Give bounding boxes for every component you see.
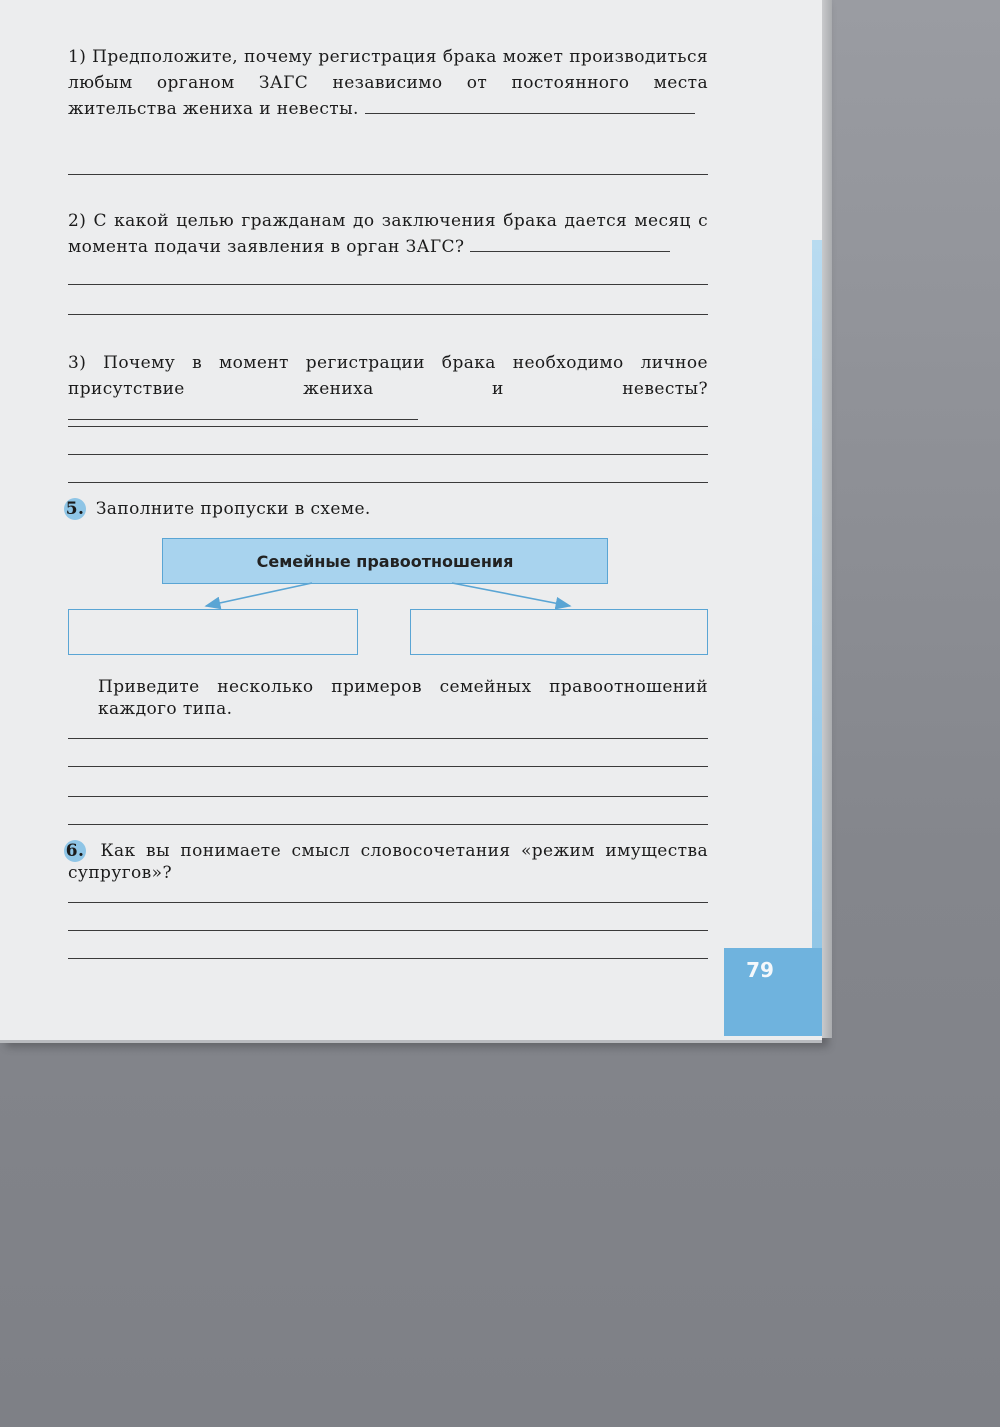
- task-5-followup: [98, 676, 708, 720]
- answer-5-line-2[interactable]: [68, 766, 708, 767]
- answer-6-line-2[interactable]: [68, 930, 708, 931]
- page-edge: [822, 0, 832, 1038]
- question-2-text: [68, 208, 708, 260]
- diagram-right-blank[interactable]: [410, 609, 708, 655]
- answer-3-inline-line[interactable]: [68, 419, 418, 420]
- answer-6-line-3[interactable]: [68, 958, 708, 959]
- answer-3-line-2[interactable]: [68, 454, 708, 455]
- question-3-label: 3) Почему в момент регистрации брака необходимо личное присутствие жениха и невесты?: [68, 353, 708, 399]
- answer-3-line-1[interactable]: [68, 426, 708, 427]
- task-5-title: Заполните пропуски в схеме.: [95, 499, 371, 519]
- answer-5-line-4[interactable]: [68, 824, 708, 825]
- answer-2-line-2[interactable]: [68, 314, 708, 315]
- page-side-strip: [812, 240, 822, 1030]
- arrow-left: [206, 583, 312, 606]
- answer-3-line-3[interactable]: [68, 482, 708, 483]
- task-6-heading: [65, 840, 708, 884]
- diagram-root-label: Семейные правоотношения: [256, 551, 514, 571]
- task-5-heading: [65, 498, 708, 520]
- answer-2-inline-line[interactable]: [470, 251, 670, 252]
- answer-6-line-1[interactable]: [68, 902, 708, 903]
- answer-1-line[interactable]: [68, 174, 708, 175]
- diagram-left-blank[interactable]: [68, 609, 358, 655]
- task-6-number-badge: 6.: [65, 841, 85, 861]
- answer-5-line-1[interactable]: [68, 738, 708, 739]
- arrow-right: [452, 583, 570, 606]
- task-6-title: Как вы понимаете смысл словосочетания «режим имущества супругов»?: [68, 841, 708, 883]
- answer-1-inline-line[interactable]: [365, 113, 695, 114]
- task-5-number-badge: 5.: [65, 499, 85, 519]
- question-2-label: 2) С какой целью гражданам до заключения брака дается месяц с момента подачи заявления в орган ЗАГС?: [68, 211, 708, 257]
- answer-5-line-3[interactable]: [68, 796, 708, 797]
- question-3-text: [68, 350, 708, 428]
- task-5-followup-label: Приведите несколько примеров семейных правоотношений каждого типа.: [98, 677, 708, 719]
- question-1-text: [68, 44, 708, 122]
- answer-2-line-1[interactable]: [68, 284, 708, 285]
- question-1-label: 1) Предположите, почему регистрация брака может производиться любым органом ЗАГС независимо от постоянного места жительства жениха и невесты.: [68, 47, 708, 119]
- diagram-root-box: [162, 538, 608, 584]
- page-number: 79: [746, 958, 774, 982]
